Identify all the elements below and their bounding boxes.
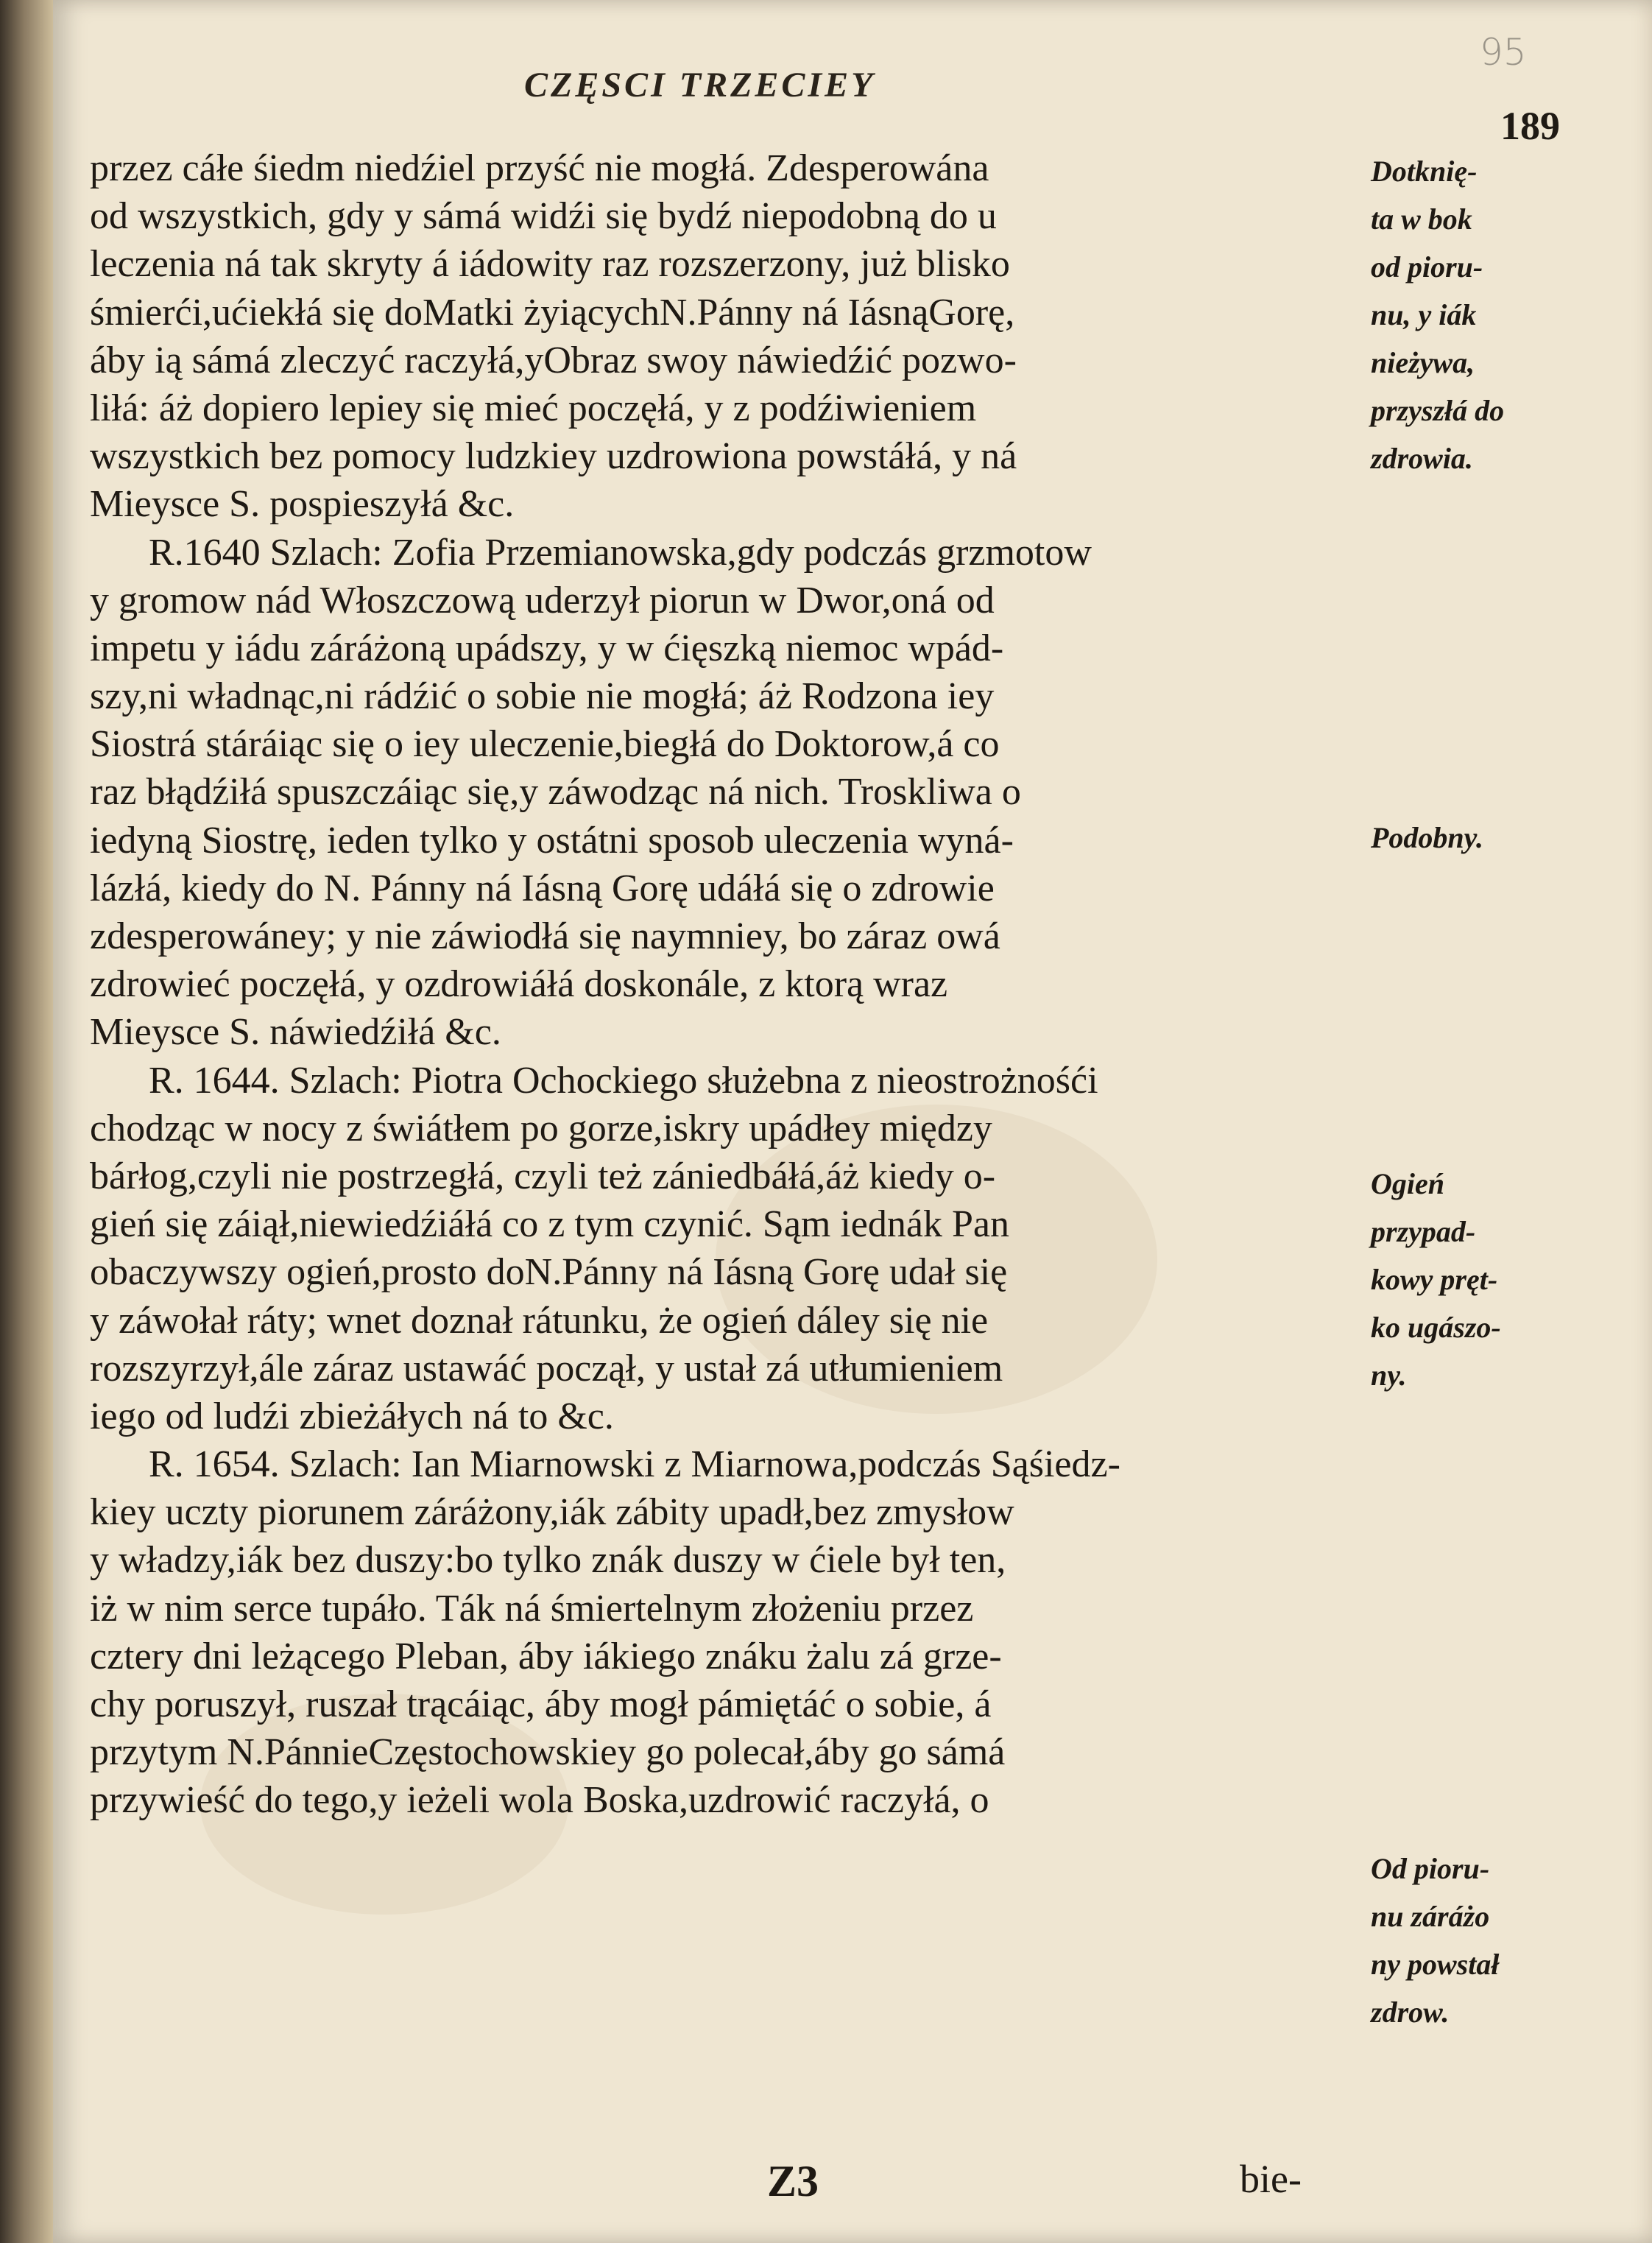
text-line: y záwołał ráty; wnet doznał rátunku, że ogień dáley się nie — [90, 1299, 989, 1342]
text-line: y władzy,iák bez duszy:bo tylko znák duszy w ćiele był ten, — [90, 1539, 1006, 1582]
text-line: przez cáłe śiedm niedźiel przyść nie mogłá. Zdesperowána — [90, 147, 989, 189]
text-line: leczenia ná tak skryty á iádowity raz rozszerzony, już blisko — [90, 243, 1010, 286]
text-line: gień się záiął,niewiedźiáłá co z tym czynić. Sąm iednák Pan — [90, 1203, 1009, 1246]
text-line: y gromow nád Włoszczową uderzył piorun w Dwor,oná od — [90, 579, 995, 622]
text-line: bárłog,czyli nie postrzegłá, czyli też zániedbáłá,áż kiedy o- — [90, 1155, 996, 1197]
book-page — [53, 0, 1652, 2243]
text-line: kiey uczty piorunem záráżony,iák zábity upadł,bez zmysłow — [90, 1491, 1014, 1534]
text-line: wszystkich bez pomocy ludzkiey uzdrowiona powstáłá, y ná — [90, 435, 1017, 478]
margin-note: Ogień przypad- kowy pręt- ko ugászo- ny. — [1371, 1167, 1501, 1392]
text-line: liłá: áż dopiero lepiey się mieć poczęłá, y z podźiwieniem — [90, 387, 977, 429]
book-binding-edge — [0, 0, 53, 2243]
text-line: zdesperowáney; y nie záwiodłá się naymniey, bo záraz owá — [90, 915, 1000, 957]
handwritten-folio-number: 95 — [1480, 31, 1527, 74]
text-line: R. 1644. Szlach: Piotra Ochockiego służebna z nieostrożnośći — [149, 1059, 1098, 1102]
text-line: rozszyrzył,ále záraz ustawáć począł, y ustał zá utłumieniem — [90, 1347, 1003, 1390]
page-number: 189 — [1500, 104, 1560, 148]
text-line: iż w nim serce tupáło. Ták ná śmiertelnym złożeniu przez — [90, 1587, 974, 1630]
text-line: lázłá, kiedy do N. Pánny ná Iásną Gorę udáłá się o zdrowie — [90, 867, 995, 909]
running-head: CZĘSCI TRZECIEY — [524, 66, 876, 105]
catchword: bie- — [1240, 2157, 1302, 2201]
margin-note: Podobny. — [1371, 821, 1483, 854]
margin-note: Dotknię- ta w bok od pioru- nu, y iák nieżywa, przyszłá do zdrowia. — [1371, 155, 1505, 475]
signature-mark: Z3 — [767, 2157, 819, 2205]
text-line: śmierći,ućiekłá się doMatki żyiącychN.Pánny ná IásnąGorę, — [90, 291, 1015, 334]
text-line: Mieysce S. náwiedźiłá &c. — [90, 1011, 501, 1054]
text-line: szy,ni władnąc,ni rádźić o sobie nie mogłá; áż Rodzona iey — [90, 675, 995, 718]
text-line: Mieysce S. pospieszyłá &c. — [90, 483, 515, 526]
text-line: R. 1654. Szlach: Ian Miarnowski z Miarnowa,podczás Sąśiedz- — [149, 1443, 1120, 1486]
text-line: od wszystkich, gdy y sámá widźi się bydź niepodobną do u — [90, 195, 997, 238]
text-line: iego od ludźi zbieżáłych ná to &c. — [90, 1395, 614, 1437]
text-line: áby ią sámá zleczyć raczyłá,yObraz swoy náwiedźić pozwo- — [90, 339, 1017, 381]
text-line: iedyną Siostrę, ieden tylko y ostátni sposob uleczenia wyná- — [90, 819, 1014, 862]
text-line: cztery dni leżącego Pleban, áby iákiego znáku żalu zá grze- — [90, 1635, 1002, 1677]
text-line: chy poruszył, ruszał trącáiąc, áby mogł pámiętáć o sobie, á — [90, 1683, 992, 1725]
text-line: Siostrá stáráiąc się o iey uleczenie,biegłá do Doktorow,á co — [90, 723, 1000, 766]
margin-note: Od pioru- nu záráżo ny powstał zdrow. — [1371, 1852, 1500, 2029]
text-line: przytym N.PánnieCzęstochowskiey go polecał,áby go sámá — [90, 1731, 1006, 1774]
text-line: zdrowieć poczęłá, y ozdrowiáłá doskonále, z ktorą wraz — [90, 963, 948, 1006]
text-line: chodząc w nocy z świátłem po gorze,iskry upádłey między — [90, 1107, 992, 1149]
text-line: raz błądźiłá spuszczáiąc się,y záwodząc ná nich. Troskliwa o — [90, 771, 1021, 814]
main-text-block — [90, 144, 1386, 1825]
text-line: R.1640 Szlach: Zofia Przemianowska,gdy podczás grzmotow — [149, 531, 1092, 574]
text-line: impetu y iádu záráżoną upádszy, y w ćięszką niemoc wpád- — [90, 627, 1004, 669]
text-line: obaczywszy ogień,prosto doN.Pánny ná Iásną Gorę udał się — [90, 1251, 1008, 1294]
text-line: przywieść do tego,y ieżeli wola Boska,uzdrowić raczyłá, o — [90, 1779, 989, 1822]
